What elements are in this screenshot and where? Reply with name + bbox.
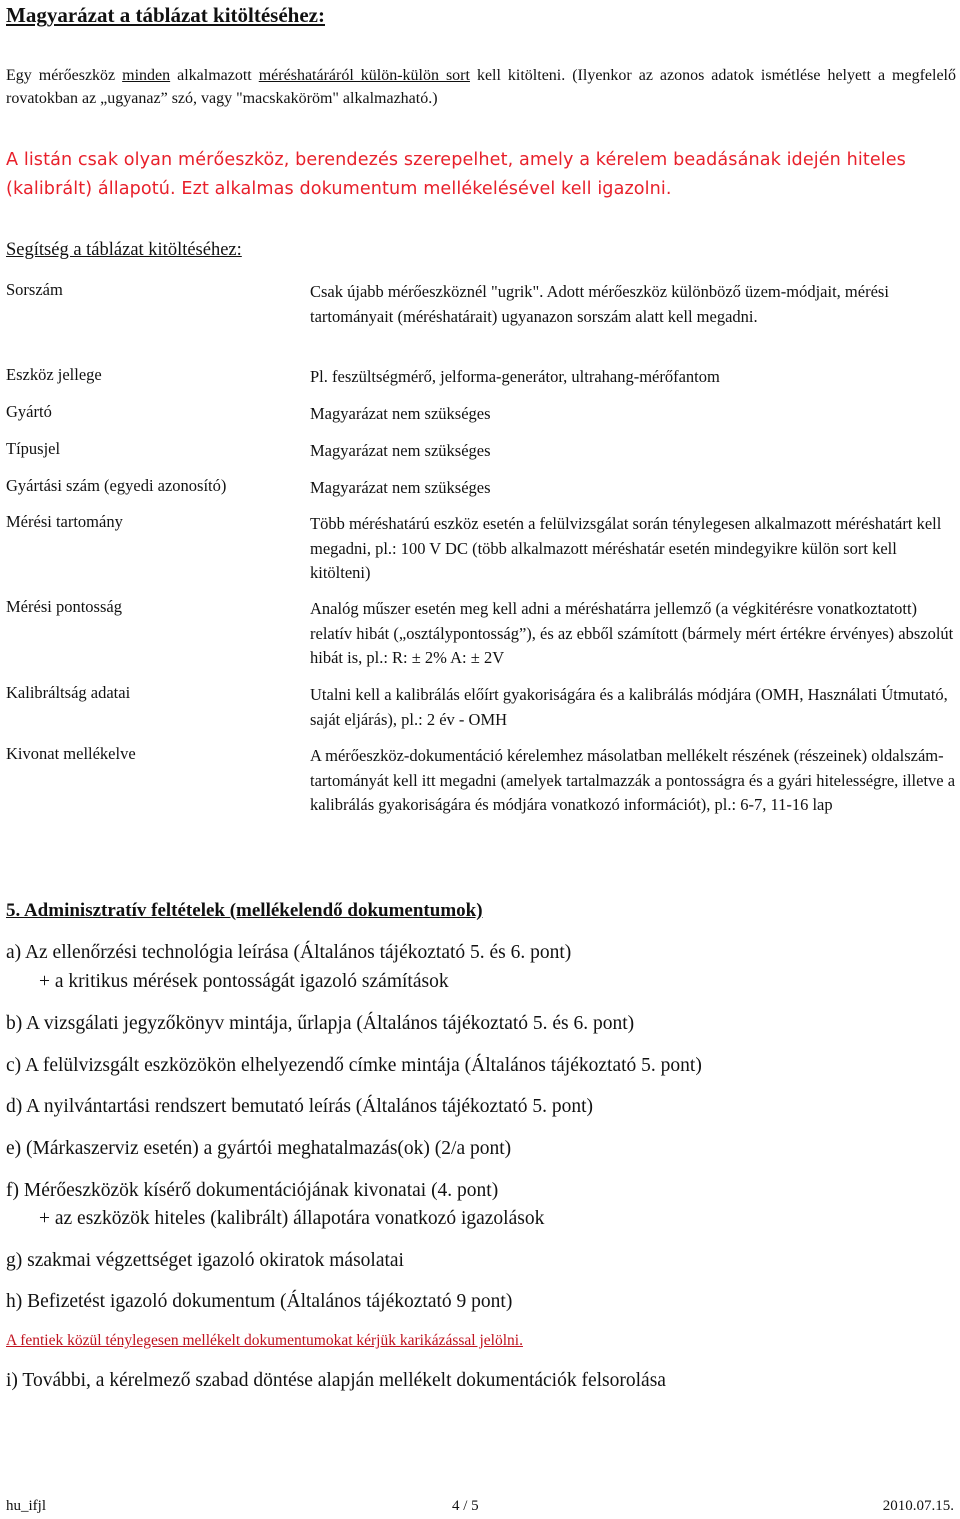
- list-item-a: a) Az ellenőrzési technológia leírása (Általános tájékoztató 5. és 6. pont): [6, 942, 572, 963]
- intro-paragraph: [6, 64, 956, 110]
- help-desc-gyarto: Magyarázat nem szükséges: [310, 404, 491, 423]
- list-item-g: g) szakmai végzettséget igazoló okiratok másolatai: [6, 1250, 404, 1271]
- list-item-e: e) (Márkaszerviz esetén) a gyártói meghatalmazás(ok) (2/a pont): [6, 1138, 512, 1159]
- section-5-title: 5. Adminisztratív feltételek (mellékelendő dokumentumok): [6, 900, 483, 921]
- help-desc-meresi-tartomany: Több méréshatárú eszköz esetén a felülvizsgálat során ténylegesen alkalmazott méréshatárt kell megadni, pl.: 100 V DC (több alkalmazott méréshatár esetén mindegyikre külön sort kell kitölteni): [310, 514, 942, 582]
- help-label-tipusjel: Típusjel: [6, 439, 61, 458]
- footer-page-number: 4 / 5: [452, 1498, 479, 1514]
- help-desc-kalibraltsag: Utalni kell a kalibrálás előírt gyakoriságára és a kalibrálás módjára (OMH, Használati Útmutató, saját eljárás), pl.: 2 év - OMH: [310, 685, 948, 729]
- list-item-f: f) Mérőeszközök kísérő dokumentációjának kivonatai (4. pont): [6, 1180, 499, 1201]
- intro-text-4: méréshatáráról külön-külön sort: [258, 67, 470, 84]
- help-label-kalibraltsag: Kalibráltság adatai: [6, 683, 131, 702]
- attachment-note: A fentiek közül ténylegesen mellékelt dokumentumokat kérjük karikázással jelölni.: [6, 1332, 523, 1349]
- list-item-a-sub: + a kritikus mérések pontosságát igazoló számítások: [39, 971, 449, 992]
- page-title: Magyarázat a táblázat kitöltéséhez:: [6, 3, 325, 27]
- intro-text-1: Egy mérőeszköz: [6, 67, 123, 84]
- list-item-h: h) Befizetést igazoló dokumentum (Általános tájékoztató 9 pont): [6, 1291, 513, 1312]
- help-desc-kivonat: A mérőeszköz-dokumentáció kérelemhez másolatban mellékelt részének (részeinek) oldalszám-tartományát kell itt megadni (amelyek tartalmazzák a pontosságra és a gyári hitelességre, illetve a kalibrálás gyakoriságára és módjára vonatkozó információt), pl.: 6-7, 11-16 lap: [310, 746, 956, 814]
- footer-date: 2010.07.15.: [882, 1498, 954, 1514]
- help-desc-meresi-pontossag: Analóg műszer esetén meg kell adni a méréshatárra jellemző (a végkitérésre vonatkoztatott) relatív hibát („osztálypontosság”), és az ebből számított (bármely mért értékre érvényes) abszolút hibát is, pl.: R: ± 2% A: ± 2V: [310, 599, 954, 667]
- list-item-f-sub: + az eszközök hiteles (kalibrált) állapotára vonatkozó igazolások: [39, 1208, 545, 1229]
- intro-text-5: kell kitölteni. (Ilyenkor az azonos adatok ismétlése helyett a megfelelő rovatokban az „ugyanaz” szó, vagy "macskaköröm" alkalmazható.): [6, 67, 957, 107]
- help-label-eszkoz-jellege: Eszköz jellege: [6, 365, 102, 384]
- warning-paragraph: A listán csak olyan mérőeszköz, berendezés szerepelhet, amely a kérelem beadásának idején hiteles (kalibrált) állapotú. Ezt alkalmas dokumentum mellékelésével kell igazolni.: [6, 150, 906, 199]
- help-desc-eszkoz-jellege: Pl. feszültségmérő, jelforma-generátor, ultrahang-mérőfantom: [310, 367, 720, 386]
- help-label-meresi-tartomany: Mérési tartomány: [6, 512, 123, 531]
- help-label-sorszam: Sorszám: [6, 280, 63, 299]
- help-label-gyarto: Gyártó: [6, 402, 52, 421]
- list-item-b: b) A vizsgálati jegyzőkönyv mintája, űrlapja (Általános tájékoztató 5. és 6. pont): [6, 1013, 635, 1034]
- help-desc-gyartasi-szam: Magyarázat nem szükséges: [310, 478, 491, 497]
- help-label-gyartasi-szam: Gyártási szám (egyedi azonosító): [6, 476, 227, 495]
- help-label-kivonat: Kivonat mellékelve: [6, 744, 136, 763]
- help-desc-sorszam: Csak újabb mérőeszköznél "ugrik". Adott mérőeszköz különböző üzem-módjait, mérési tartományait (méréshatárait) ugyanazon sorszám alatt kell megadni.: [310, 282, 889, 326]
- help-title: Segítség a táblázat kitöltéséhez:: [6, 240, 242, 260]
- help-desc-tipusjel: Magyarázat nem szükséges: [310, 441, 491, 460]
- list-item-c: c) A felülvizsgált eszközökön elhelyezendő címke mintája (Általános tájékoztató 5. pont): [6, 1055, 702, 1076]
- footer-doc-id: hu_ifjl: [6, 1498, 46, 1514]
- list-item-i: i) További, a kérelmező szabad döntése alapján mellékelt dokumentációk felsorolása: [6, 1370, 666, 1391]
- list-item-d: d) A nyilvántartási rendszert bemutató leírás (Általános tájékoztató 5. pont): [6, 1096, 593, 1117]
- help-label-meresi-pontossag: Mérési pontosság: [6, 597, 122, 616]
- intro-text-3: alkalmazott: [170, 67, 259, 84]
- intro-text-2: minden: [122, 67, 171, 84]
